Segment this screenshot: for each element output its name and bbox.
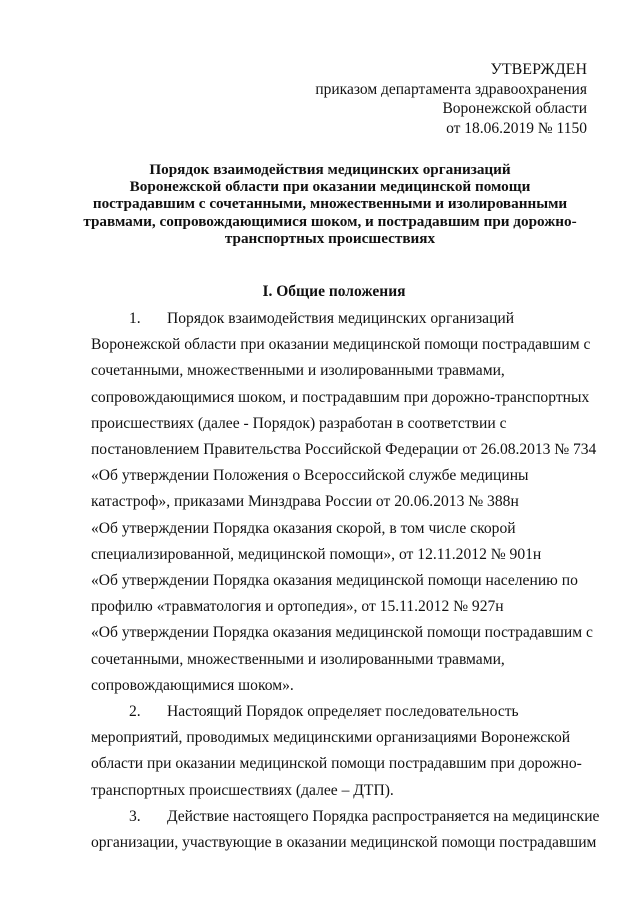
paragraph-line: транспортных происшествиях (далее – ДТП). [91,781,394,799]
paragraph-line [91,804,600,830]
paragraph-line [91,306,590,332]
paragraph-line-text: Действие настоящего Порядка распространяется на медицинские [167,807,600,825]
paragraph-line: сопровождающимися шоком, и пострадавшим при дорожно-транспортных [91,388,590,406]
title-line: травмами, сопровождающимися шоком, и пострадавшим при дорожно- [83,212,577,230]
paragraph-line: «Об утверждении Положения о Всероссийской службе медицины [91,467,529,485]
paragraph-number: 2. [129,703,141,721]
paragraph-line: катастроф», приказами Минздрава России от 20.06.2013 № 388н [91,493,519,511]
paragraph-line: профилю «травматология и ортопедия», от 15.11.2012 № 927н [91,598,504,616]
title-line: транспортных происшествиях [224,229,436,247]
paragraph-line: происшествиях (далее - Порядок) разработан в соответствии с [91,414,507,432]
section-heading: I. Общие положения [262,283,406,300]
approval-order-line: приказом департамента здравоохранения [315,80,587,98]
title-line: пострадавшим с сочетанными, множественными и изолированными [92,195,568,213]
approval-date-line: от 18.06.2019 № 1150 [446,119,587,137]
title-line: Порядок взаимодействия медицинских организаций [149,161,511,178]
approval-stamp-title: УТВЕРЖДЕН [490,61,587,78]
paragraph-line: специализированной, медицинской помощи», от 12.11.2012 № 901н [91,545,542,563]
paragraph-number: 1. [129,310,141,327]
paragraph-line [91,699,590,725]
paragraph-line: организации, участвующие в оказании медицинской помощи пострадавшим [91,834,597,852]
approval-block [315,60,587,138]
document-title [80,161,580,247]
paragraph-line: области при оказании медицинской помощи пострадавшим при дорожно- [91,755,582,773]
title-line: Воронежской области при оказании медицинской помощи [129,178,531,196]
paragraph-line: «Об утверждении Порядка оказания медицинской помощи пострадавшим с [91,624,593,642]
paragraph-line: Воронежской области при оказании медицинской помощи пострадавшим с [91,336,591,354]
paragraph-line: «Об утверждении Порядка оказания скорой, в том числе скорой [91,519,516,537]
paragraph-line: сопровождающимися шоком». [91,676,294,694]
paragraph [91,804,600,856]
paragraph-line: постановлением Правительства Российской Федерации от 26.08.2013 № 734 [91,441,597,459]
paragraph-line: «Об утверждении Порядка оказания медицинской помощи населению по [91,572,578,590]
paragraph-line: сочетанными, множественными и изолированными травмами, [91,362,505,380]
paragraph-line: сочетанными, множественными и изолированными травмами, [91,650,505,668]
paragraph [91,699,590,804]
approval-region-line: Воронежской области [442,100,587,117]
paragraph-line-text: Настоящий Порядок определяет последовательность [167,703,519,721]
paragraph-line: мероприятий, проводимых медицинскими организациями Воронежской [91,729,571,747]
paragraph [91,306,597,699]
paragraph-line-text: Порядок взаимодействия медицинских организаций [167,310,515,327]
document-body [91,306,600,856]
paragraph-number: 3. [129,807,141,825]
